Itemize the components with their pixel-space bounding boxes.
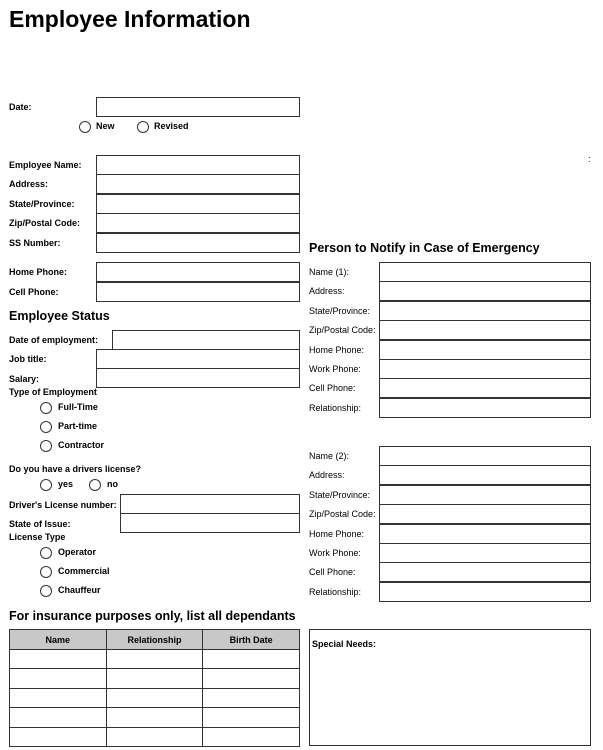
operator-label: Operator — [58, 547, 97, 557]
dependant-relationship-cell[interactable] — [106, 708, 203, 727]
dependant-birth-date-cell[interactable] — [203, 708, 300, 727]
emergency1-work-phone-label: Work Phone: — [309, 364, 361, 374]
ss-number-field[interactable] — [96, 233, 300, 253]
stray-mark: : — [588, 154, 591, 164]
emergency1-state-label: State/Province: — [309, 306, 371, 316]
dependant-relationship-cell[interactable] — [106, 669, 203, 688]
emergency1-address-label: Address: — [309, 286, 345, 296]
table-row — [10, 669, 300, 688]
date-of-employment-field[interactable] — [112, 330, 300, 350]
contractor-label: Contractor — [58, 440, 105, 450]
license-no-radio[interactable] — [89, 479, 101, 491]
operator-radio[interactable] — [40, 547, 52, 559]
license-number-label: Driver's License number: — [9, 500, 117, 510]
part-time-label: Part-time — [58, 421, 98, 431]
state-field[interactable] — [96, 194, 300, 214]
date-label: Date: — [9, 102, 32, 112]
emergency-heading: Person to Notify in Case of Emergency — [309, 241, 540, 255]
job-title-label: Job title: — [9, 354, 47, 364]
col-birth-date-header: Birth Date — [203, 630, 300, 650]
commercial-label: Commercial — [58, 566, 110, 576]
employee-name-field[interactable] — [96, 155, 300, 175]
emergency2-name-label: Name (2): — [309, 451, 350, 461]
cell-phone-field[interactable] — [96, 282, 300, 302]
job-title-field[interactable] — [96, 349, 300, 369]
license-yes-label: yes — [58, 479, 74, 489]
home-phone-label: Home Phone: — [9, 267, 68, 277]
employee-name-label: Employee Name: — [9, 160, 82, 170]
emergency1-zip-field[interactable] — [379, 320, 591, 340]
dependant-birth-date-cell[interactable] — [203, 669, 300, 688]
table-row — [10, 688, 300, 707]
type-of-employment-heading: Type of Employment — [9, 387, 97, 397]
home-phone-field[interactable] — [96, 262, 300, 282]
emergency1-cell-phone-label: Cell Phone: — [309, 383, 356, 393]
dependants-table — [9, 629, 300, 747]
license-yes-radio[interactable] — [40, 479, 52, 491]
emergency2-home-phone-label: Home Phone: — [309, 529, 365, 539]
col-name-header: Name — [10, 630, 107, 650]
emergency1-relationship-label: Relationship: — [309, 403, 362, 413]
emergency1-name-label: Name (1): — [309, 267, 350, 277]
emergency2-home-phone-field[interactable] — [379, 524, 591, 544]
state-of-issue-label: State of Issue: — [9, 519, 71, 529]
dependant-relationship-cell[interactable] — [106, 650, 203, 669]
chauffeur-label: Chauffeur — [58, 585, 101, 595]
salary-field[interactable] — [96, 368, 300, 388]
emergency2-name-field[interactable] — [379, 446, 591, 466]
drivers-license-question: Do you have a drivers license? — [9, 464, 142, 474]
date-field[interactable] — [96, 97, 300, 117]
state-label: State/Province: — [9, 199, 75, 209]
salary-label: Salary: — [9, 374, 40, 384]
emergency1-home-phone-field[interactable] — [379, 340, 591, 360]
emergency2-relationship-field[interactable] — [379, 582, 591, 602]
special-needs-box[interactable] — [309, 629, 591, 746]
emergency1-home-phone-label: Home Phone: — [309, 345, 365, 355]
emergency2-state-label: State/Province: — [309, 490, 371, 500]
employee-status-heading: Employee Status — [9, 309, 110, 323]
emergency2-cell-phone-field[interactable] — [379, 562, 591, 582]
emergency1-work-phone-field[interactable] — [379, 359, 591, 379]
dependant-birth-date-cell[interactable] — [203, 650, 300, 669]
contractor-radio[interactable] — [40, 440, 52, 452]
full-time-radio[interactable] — [40, 402, 52, 414]
full-time-label: Full-Time — [58, 402, 98, 412]
dependant-name-cell[interactable] — [10, 727, 107, 746]
emergency2-work-phone-label: Work Phone: — [309, 548, 361, 558]
ss-number-label: SS Number: — [9, 238, 61, 248]
license-no-label: no — [107, 479, 118, 489]
col-relationship-header: Relationship — [106, 630, 203, 650]
dependant-name-cell[interactable] — [10, 688, 107, 707]
address-field[interactable] — [96, 174, 300, 194]
dependant-relationship-cell[interactable] — [106, 688, 203, 707]
emergency1-zip-label: Zip/Postal Code: — [309, 325, 376, 335]
dependant-name-cell[interactable] — [10, 650, 107, 669]
commercial-radio[interactable] — [40, 566, 52, 578]
special-needs-label: Special Needs: — [312, 639, 377, 649]
emergency2-address-field[interactable] — [379, 465, 591, 485]
dependants-heading: For insurance purposes only, list all dependants — [9, 609, 296, 623]
new-radio-label: New — [96, 121, 115, 131]
emergency1-address-field[interactable] — [379, 281, 591, 301]
emergency2-address-label: Address: — [309, 470, 345, 480]
dependant-relationship-cell[interactable] — [106, 727, 203, 746]
zip-field[interactable] — [96, 213, 300, 233]
table-row — [10, 708, 300, 727]
emergency1-relationship-field[interactable] — [379, 398, 591, 418]
emergency1-cell-phone-field[interactable] — [379, 378, 591, 398]
emergency2-relationship-label: Relationship: — [309, 587, 362, 597]
date-of-employment-label: Date of employment: — [9, 335, 99, 345]
dependant-birth-date-cell[interactable] — [203, 727, 300, 746]
license-type-heading: License Type — [9, 532, 66, 542]
emergency2-cell-phone-label: Cell Phone: — [309, 567, 356, 577]
cell-phone-label: Cell Phone: — [9, 287, 59, 297]
address-label: Address: — [9, 179, 49, 189]
license-number-field[interactable] — [120, 494, 300, 514]
revised-radio[interactable] — [137, 121, 149, 133]
emergency2-work-phone-field[interactable] — [379, 543, 591, 563]
dependant-name-cell[interactable] — [10, 669, 107, 688]
emergency2-state-field[interactable] — [379, 485, 591, 505]
chauffeur-radio[interactable] — [40, 585, 52, 597]
emergency2-zip-label: Zip/Postal Code: — [309, 509, 376, 519]
table-row — [10, 650, 300, 669]
dependant-name-cell[interactable] — [10, 708, 107, 727]
zip-label: Zip/Postal Code: — [9, 218, 81, 228]
revised-radio-label: Revised — [154, 121, 189, 131]
page-title: Employee Information — [9, 6, 251, 32]
state-of-issue-field[interactable] — [120, 513, 300, 533]
dependant-birth-date-cell[interactable] — [203, 688, 300, 707]
part-time-radio[interactable] — [40, 421, 52, 433]
emergency2-zip-field[interactable] — [379, 504, 591, 524]
new-radio[interactable] — [79, 121, 91, 133]
emergency1-name-field[interactable] — [379, 262, 591, 282]
table-row — [10, 727, 300, 746]
emergency1-state-field[interactable] — [379, 301, 591, 321]
